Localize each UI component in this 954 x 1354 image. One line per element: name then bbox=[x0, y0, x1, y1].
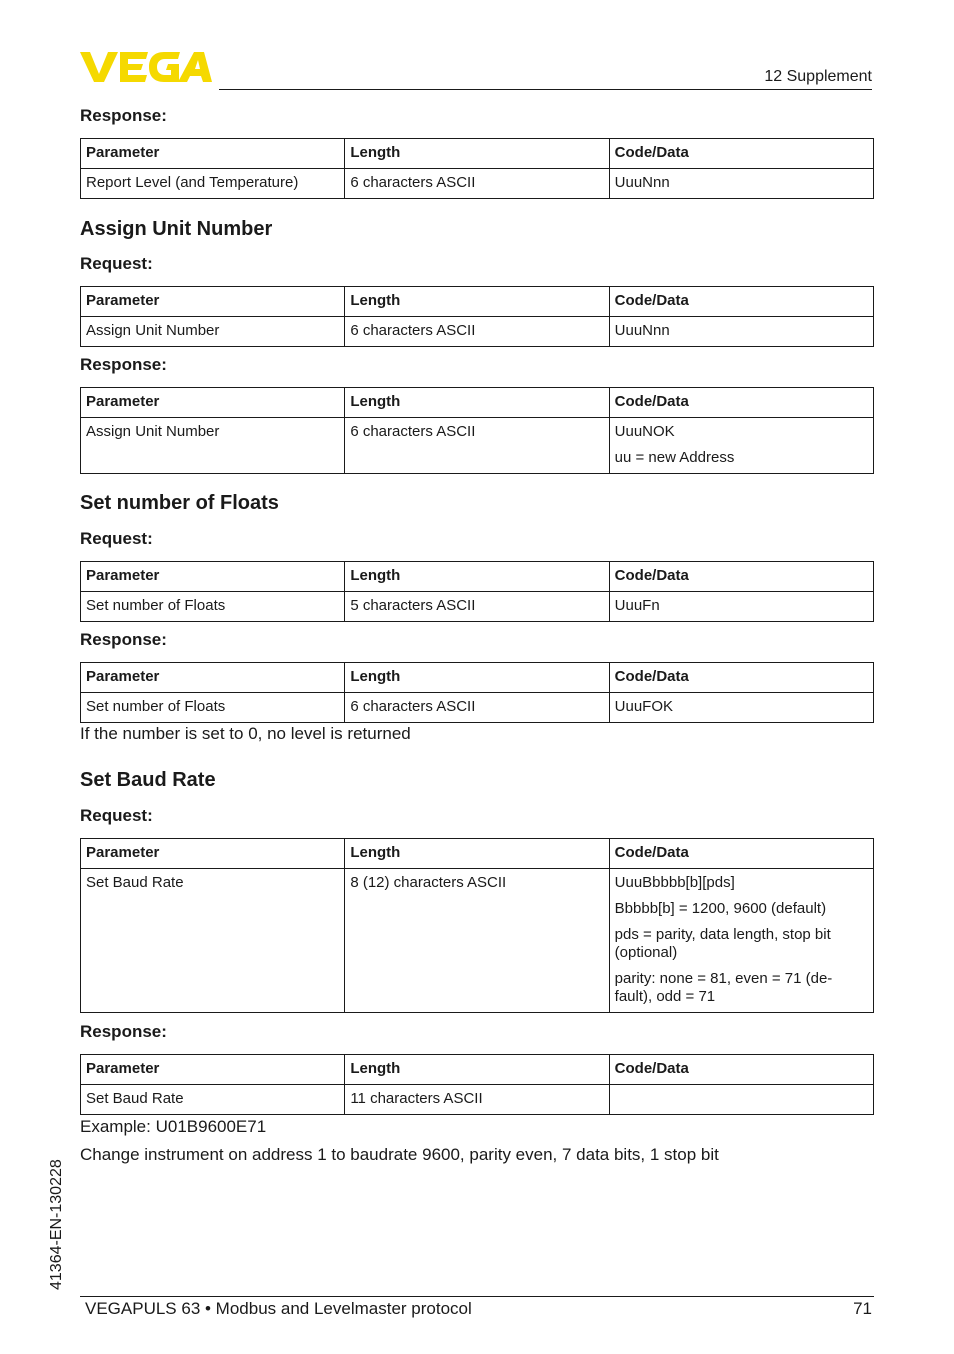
cell-parameter: Set Baud Rate bbox=[81, 1085, 345, 1115]
cell-length: 11 characters ASCII bbox=[345, 1085, 609, 1115]
col-code: Code/Data bbox=[609, 388, 873, 418]
cell-length: 6 characters ASCII bbox=[345, 418, 609, 474]
cell-code bbox=[609, 418, 873, 474]
assign-unit-request-label: Request: bbox=[80, 254, 153, 273]
table-header-row bbox=[81, 663, 874, 693]
footer-title: VEGAPULS 63 • Modbus and Levelmaster protocol bbox=[85, 1299, 472, 1318]
cell-code: UuuNnn bbox=[609, 317, 873, 347]
report-level-response-table bbox=[80, 138, 874, 199]
floats-response-table bbox=[80, 662, 874, 723]
cell-parameter: Set number of Floats bbox=[81, 693, 345, 723]
table-row bbox=[81, 592, 874, 622]
cell-parameter: Set Baud Rate bbox=[81, 869, 345, 1013]
baud-heading: Set Baud Rate bbox=[80, 769, 216, 791]
cell-parameter: Report Level (and Temperature) bbox=[81, 169, 345, 199]
assign-unit-response-table bbox=[80, 387, 874, 474]
baud-request-label: Request: bbox=[80, 806, 153, 825]
cell-parameter: Set number of Floats bbox=[81, 592, 345, 622]
cell-parameter: Assign Unit Number bbox=[81, 418, 345, 474]
code-line: UuuBbbbb[b][pds] bbox=[614, 874, 735, 891]
col-length: Length bbox=[345, 1055, 609, 1085]
col-code: Code/Data bbox=[609, 139, 873, 169]
code-line: uu = new Address bbox=[614, 449, 735, 466]
code-line: UuuNOK bbox=[614, 423, 675, 440]
col-length: Length bbox=[345, 388, 609, 418]
report-level-response-label: Response: bbox=[80, 106, 167, 125]
cell-length: 6 characters ASCII bbox=[345, 169, 609, 199]
col-length: Length bbox=[345, 287, 609, 317]
cell-code: UuuFn bbox=[609, 592, 873, 622]
col-parameter: Parameter bbox=[81, 388, 345, 418]
floats-note: If the number is set to 0, no level is returned bbox=[80, 724, 411, 743]
col-parameter: Parameter bbox=[81, 562, 345, 592]
table-header-row bbox=[81, 1055, 874, 1085]
col-parameter: Parameter bbox=[81, 663, 345, 693]
baud-response-table bbox=[80, 1054, 874, 1115]
table-row bbox=[81, 317, 874, 347]
cell-code bbox=[609, 869, 873, 1013]
table-header-row bbox=[81, 287, 874, 317]
vega-logo bbox=[80, 50, 212, 84]
table-row bbox=[81, 418, 874, 474]
baud-request-table bbox=[80, 838, 874, 1013]
cell-length: 8 (12) characters ASCII bbox=[345, 869, 609, 1013]
cell-length: 6 characters ASCII bbox=[345, 693, 609, 723]
col-code: Code/Data bbox=[609, 287, 873, 317]
code-line: Bbbbb[b] = 1200, 9600 (default) bbox=[614, 900, 827, 917]
cell-parameter: Assign Unit Number bbox=[81, 317, 345, 347]
section-label: 12 Supplement bbox=[764, 68, 872, 85]
cell-length: 5 characters ASCII bbox=[345, 592, 609, 622]
col-length: Length bbox=[345, 139, 609, 169]
col-parameter: Parameter bbox=[81, 839, 345, 869]
floats-request-table bbox=[80, 561, 874, 622]
header-rule bbox=[219, 89, 872, 90]
floats-response-label: Response: bbox=[80, 630, 167, 649]
col-code: Code/Data bbox=[609, 663, 873, 693]
table-header-row bbox=[81, 139, 874, 169]
col-length: Length bbox=[345, 663, 609, 693]
table-header-row bbox=[81, 388, 874, 418]
table-header-row bbox=[81, 562, 874, 592]
cell-code: UuuNnn bbox=[609, 169, 873, 199]
cell-length: 6 characters ASCII bbox=[345, 317, 609, 347]
baud-example: Example: U01B9600E71 bbox=[80, 1117, 267, 1136]
col-parameter: Parameter bbox=[81, 287, 345, 317]
floats-heading: Set number of Floats bbox=[80, 492, 279, 514]
col-parameter: Parameter bbox=[81, 1055, 345, 1085]
table-row bbox=[81, 869, 874, 1013]
table-row bbox=[81, 1085, 874, 1115]
baud-response-label: Response: bbox=[80, 1022, 167, 1041]
assign-unit-request-table bbox=[80, 286, 874, 347]
col-length: Length bbox=[345, 562, 609, 592]
baud-description: Change instrument on address 1 to baudrate 9600, parity even, 7 data bits, 1 stop bit bbox=[80, 1145, 719, 1164]
floats-request-label: Request: bbox=[80, 529, 153, 548]
code-line: parity: none = 81, even = 71 (de-fault), odd = 71 bbox=[614, 970, 833, 1005]
code-line: pds = parity, data length, stop bit (optional) bbox=[614, 926, 831, 961]
table-row bbox=[81, 169, 874, 199]
cell-code: UuuFOK bbox=[609, 693, 873, 723]
assign-unit-response-label: Response: bbox=[80, 355, 167, 374]
assign-unit-heading: Assign Unit Number bbox=[80, 218, 273, 240]
col-code: Code/Data bbox=[609, 839, 873, 869]
table-row bbox=[81, 693, 874, 723]
footer-rule bbox=[80, 1296, 874, 1297]
document-id: 41364-EN-130228 bbox=[48, 1159, 65, 1290]
col-parameter: Parameter bbox=[81, 139, 345, 169]
cell-code bbox=[609, 1085, 873, 1115]
col-code: Code/Data bbox=[609, 562, 873, 592]
page-number: 71 bbox=[853, 1299, 872, 1318]
col-code: Code/Data bbox=[609, 1055, 873, 1085]
table-header-row bbox=[81, 839, 874, 869]
col-length: Length bbox=[345, 839, 609, 869]
